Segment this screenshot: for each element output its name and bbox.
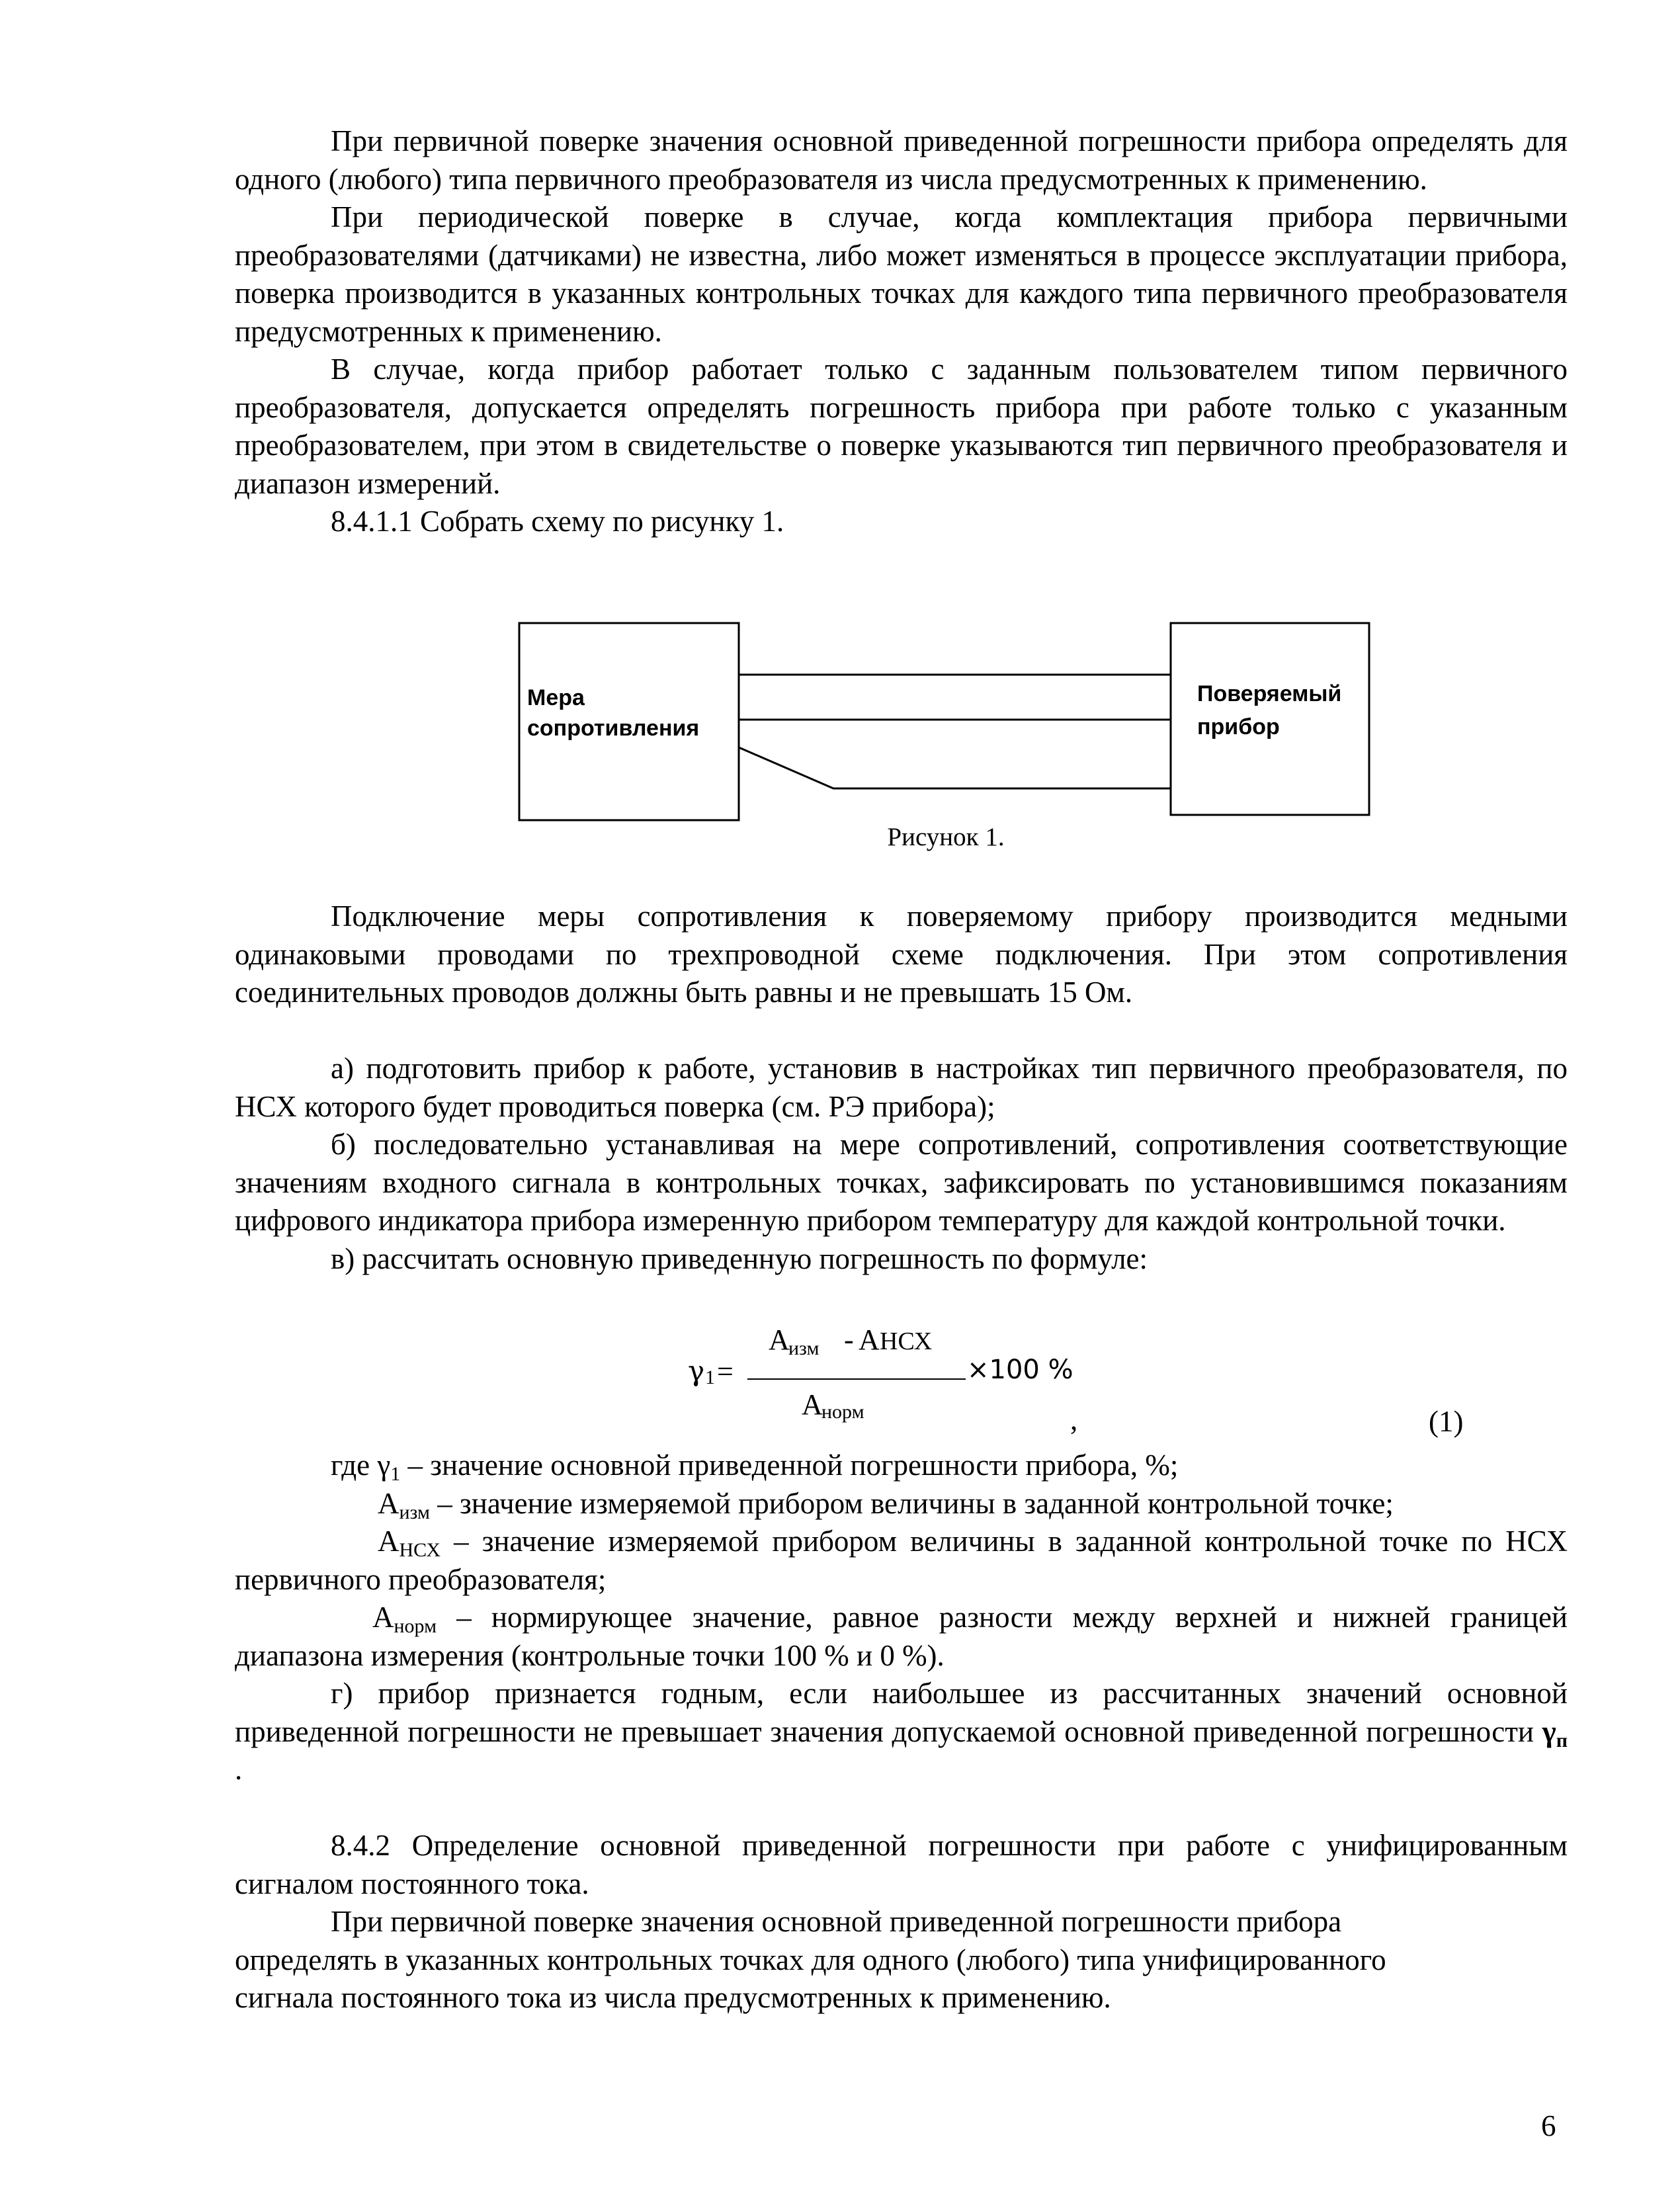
- formula-equals: =: [717, 1355, 734, 1388]
- connection-diagram: [0, 0, 1680, 873]
- formula-num-a1-sub: изм: [788, 1337, 819, 1359]
- item-v: в) рассчитать основную приведенную погрешность по формуле:: [331, 1241, 1148, 1275]
- left-box-label-line1: Мера: [527, 685, 585, 710]
- formula-num-a2: А: [859, 1324, 880, 1356]
- paragraph-assemble-scheme: 8.4.1.1 Собрать схему по рисунку 1.: [331, 505, 784, 538]
- page-number: 6: [1541, 2109, 1556, 2142]
- item-g: г) прибор признается годным, если наибольшее из рассчитанных значений основной приведенной погрешности не превышает значения допускаемой основной приведенной погрешности $\gamma_п$ .: [235, 1677, 1568, 1786]
- figure-caption: Рисунок 1.: [887, 823, 1005, 851]
- formula-times-100: ×100 %: [967, 1355, 1073, 1385]
- text-block-bottom: [235, 1447, 1568, 2017]
- formula-gamma-sub: 1: [705, 1367, 715, 1388]
- formula-den-a: А: [802, 1388, 823, 1421]
- where-gamma: где $\gamma_1$ – значение основной приведенной погрешности прибора, %;: [331, 1449, 1179, 1485]
- formula-number: (1): [1429, 1405, 1464, 1438]
- left-box-label-line2: сопротивления: [527, 716, 700, 741]
- right-box-label-line2: прибор: [1197, 714, 1280, 739]
- formula-gamma: γ: [688, 1355, 705, 1387]
- paragraph-section-842: 8.4.2 Определение основной приведенной погрешности при работе с унифицированным сигналом постоянного тока.: [235, 1829, 1568, 1900]
- paragraph-user-type: В случае, когда прибор работает только с заданным пользователем типом первичного преобразователя, допускается определять погрешность прибора при работе только с указанным преобразователем, при этом в свидетельстве о поверке указываются тип первичного преобразователя и диапазон измерений.: [235, 353, 1568, 500]
- paragraph-primary-check: При первичной поверке значения основной приведенной погрешности прибора определять для одного (любого) типа первичного преобразователя из числа предусмотренных к применению.: [235, 124, 1568, 196]
- formula-den-a-sub: норм: [821, 1401, 864, 1423]
- fraction-bar: [747, 1377, 966, 1381]
- spacer: [235, 1012, 1568, 1050]
- def-a-nsh: $А_{НСХ}$ – значение измеряемой прибором величины в заданной контрольной точке по НСХ первичного преобразователя;: [235, 1525, 1568, 1596]
- def-a-izm: $А_{изм}$ – значение измеряемой прибором величины в заданной контрольной точке;: [378, 1486, 1394, 1523]
- formula-minus: -: [844, 1324, 854, 1356]
- text-block-middle: [235, 898, 1568, 1278]
- formula-num-a2-sub: НСХ: [880, 1327, 933, 1355]
- formula-num-a1: А: [769, 1324, 790, 1356]
- item-a: а) подготовить прибор к работе, установив в настройках тип первичного преобразователя, по НСХ которого будет проводиться поверка (см. РЭ прибора);: [235, 1052, 1568, 1123]
- paragraph-connection: Подключение меры сопротивления к поверяемому прибору производится медными одинаковыми проводами по трехпроводной схеме подключения. При этом сопротивления соединительных проводов должны быть равны и не превышать 15 Ом.: [235, 900, 1568, 1009]
- formula-comma: ,: [1070, 1403, 1078, 1436]
- error-formula: [688, 1323, 1098, 1429]
- right-box-label-line1: Поверяемый: [1197, 681, 1342, 706]
- paragraph-unified-line1: При первичной поверке значения основной приведенной погрешности прибора: [331, 1905, 1342, 1938]
- def-a-norm: $А_{норм}$ – нормирующее значение, равное разности между верхней и нижней границей диапазона измерения (контрольные точки 100 % и 0 %).: [235, 1601, 1568, 1672]
- item-b: б) последовательно устанавливая на мере сопротивлений, сопротивления соответствующие значениям входного сигнала в контрольных точках, зафиксировать по установившимся показаниям цифрового индикатора прибора измеренную прибором температуру для каждой контрольной точки.: [235, 1128, 1568, 1237]
- spacer: [235, 1789, 1568, 1828]
- paragraph-unified-line3: сигнала постоянного тока из числа предусмотренных к применению.: [235, 1981, 1111, 2014]
- wire-3: [739, 747, 1171, 788]
- paragraph-periodic-check: При периодической поверке в случае, когда комплектация прибора первичными преобразователями (датчиками) не известна, либо может изменяться в процессе эксплуатации прибора, поверка производится в указанных контрольных точках для каждого типа первичного преобразователя предусмотренных к применению.: [235, 200, 1568, 348]
- paragraph-unified-line2: определять в указанных контрольных точках для одного (любого) типа унифицированного: [235, 1943, 1386, 1976]
